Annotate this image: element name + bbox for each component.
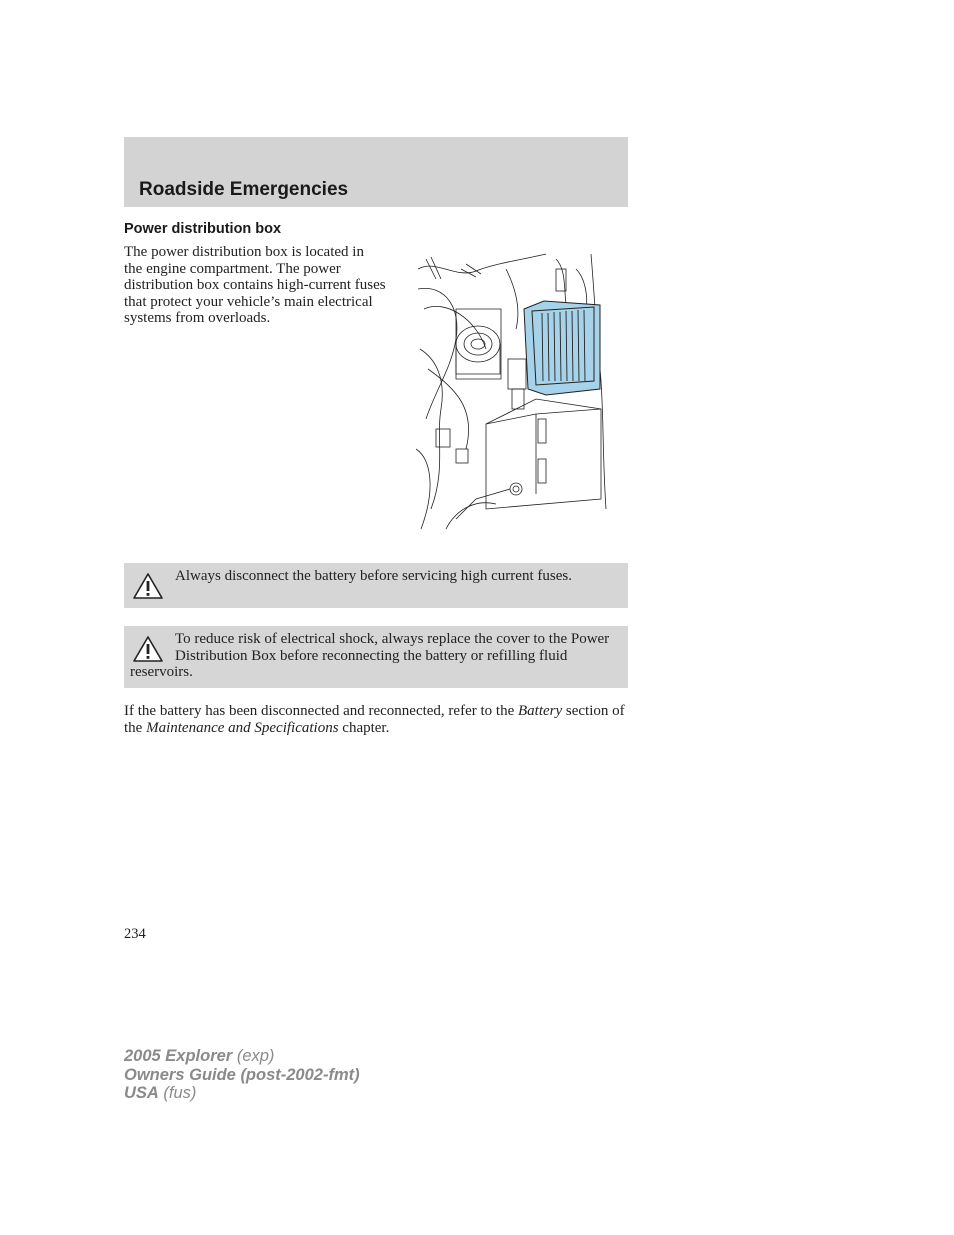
document-footer [124,1047,360,1103]
chapter-title: Roadside Emergencies [139,179,349,200]
engine-compartment-illustration [416,249,607,539]
warning-box [124,626,628,688]
section-heading: Power distribution box [124,221,282,237]
footer-model: 2005 Explorer [124,1047,233,1065]
body-text-part: chapter. [338,719,390,736]
footer-market: USA [124,1084,159,1102]
chapter-header-band [124,137,628,207]
warning-text: To reduce risk of electrical shock, always replace the cover to the Power Distribution Box before reconnecting the battery or refilling fluid reservoirs. [130,631,610,680]
chapter-reference: Maintenance and Specifications [146,719,339,736]
intro-paragraph: The power distribution box is located in the engine compartment. The power distribution box contains high-current fuses that protect your vehicle’s main electrical systems from overloads. [124,244,386,326]
battery-section-reference: Battery [517,703,563,719]
warning-text: Always disconnect the battery before servicing high current fuses. [175,568,572,584]
body-text-part: If the battery has been disconnected and reconnected, refer to the [124,703,518,719]
warning-triangle-icon [132,572,164,600]
page-number: 234 [124,926,146,942]
footer-market-code: (fus) [158,1084,197,1102]
warning-box [124,563,628,608]
warning-triangle-icon [132,635,164,663]
footer-model-code: (exp) [232,1047,275,1065]
body-text-part: section of the [124,703,625,736]
footer-guide-title: Owners Guide (post-2002-fmt) [124,1065,360,1084]
body-paragraph [124,703,628,736]
